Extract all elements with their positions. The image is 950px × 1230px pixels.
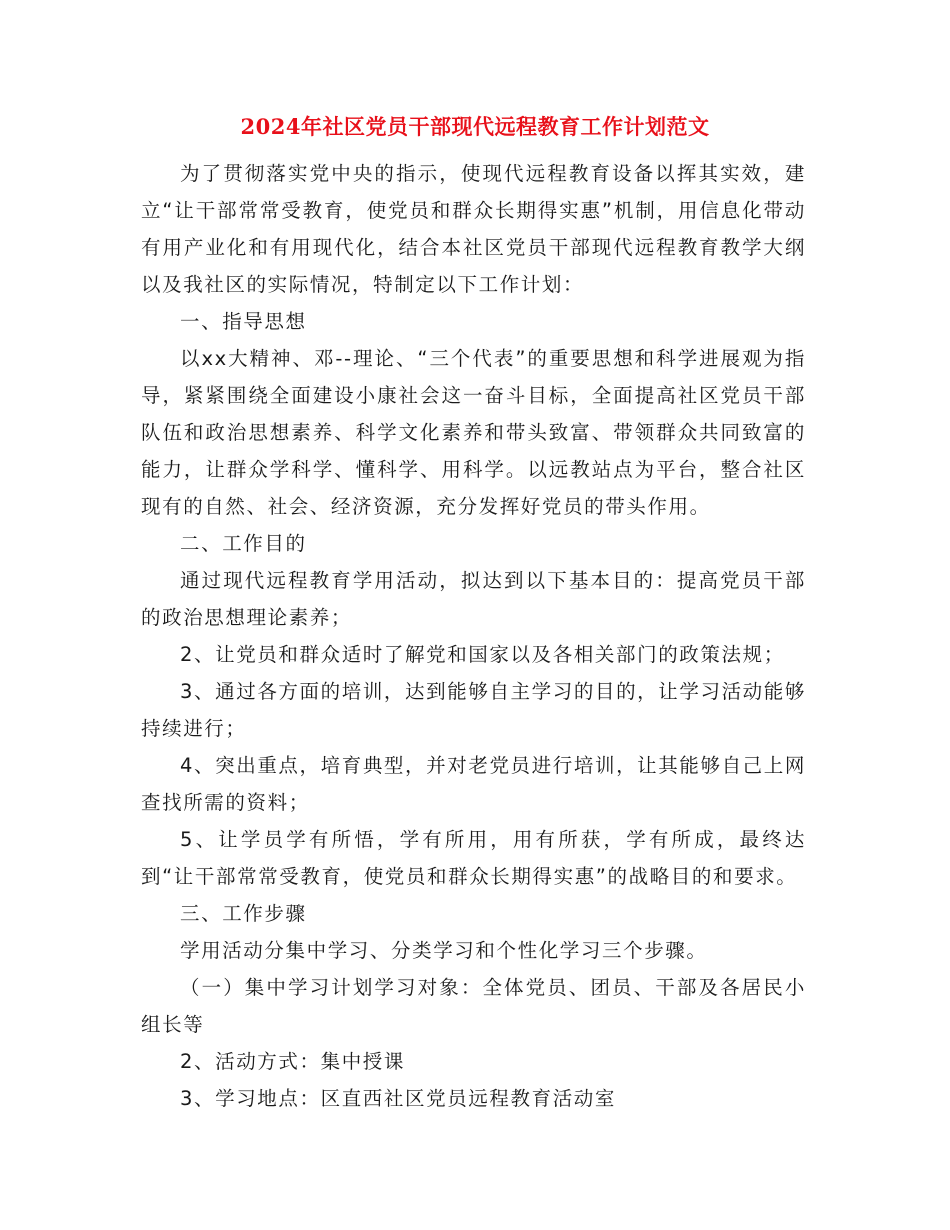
paragraph-guiding-ideology: 以xx大精神、邓--理论、“三个代表”的重要思想和科学进展观为指导，紧紧围绕全面建设小康社会这一奋斗目标，全面提高社区党员干部队伍和政治思想素养、科学文化素养和带头致富、带领群众共同致富的能力，让群众学科学、懂科学、用科学。以远教站点为平台，整合社区现有的自然、社会、经济资源，充分发挥好党员的带头作用。 — [141, 347, 806, 518]
paragraph-centralized-study: （一）集中学习计划学习对象：全体党员、团员、干部及各居民小组长等 — [141, 976, 806, 1036]
paragraph-purpose-3: 3、通过各方面的培训，达到能够自主学习的目的，让学习活动能够持续进行； — [141, 680, 806, 740]
paragraph-purpose-5: 5、让学员学有所悟，学有所用，用有所获，学有所成，最终达到“让干部常常受教育，使党员和群众长期得实惠”的战略目的和要求。 — [141, 828, 806, 888]
heading-work-steps: 三、工作步骤 — [180, 902, 307, 925]
paragraph-study-location: 3、学习地点：区直西社区党员远程教育活动室 — [180, 1087, 617, 1110]
paragraph-purpose-1: 通过现代远程教育学用活动，拟达到以下基本目的：提高党员干部的政治思想理论素养； — [141, 569, 806, 629]
paragraph-purpose-2: 2、让党员和群众适时了解党和国家以及各相关部门的政策法规； — [180, 643, 785, 666]
document-body — [141, 155, 806, 1117]
paragraph-steps-intro: 学用活动分集中学习、分类学习和个性化学习三个步骤。 — [180, 939, 708, 962]
heading-guiding-ideology: 一、指导思想 — [180, 310, 307, 333]
paragraph-intro: 为了贯彻落实党中央的指示，使现代远程教育设备以挥其实效，建立“让干部常常受教育，使党员和群众长期得实惠”机制，用信息化带动有用产业化和有用现代化，结合本社区党员干部现代远程教育教学大纲以及我社区的实际情况，特制定以下工作计划： — [141, 162, 806, 296]
paragraph-activity-method: 2、活动方式：集中授课 — [180, 1050, 406, 1073]
document-title: 2024年社区党员干部现代远程教育工作计划范文 — [240, 114, 710, 139]
heading-work-purpose: 二、工作目的 — [180, 532, 307, 555]
paragraph-purpose-4: 4、突出重点，培育典型，并对老党员进行培训，让其能够自己上网查找所需的资料； — [141, 754, 806, 814]
